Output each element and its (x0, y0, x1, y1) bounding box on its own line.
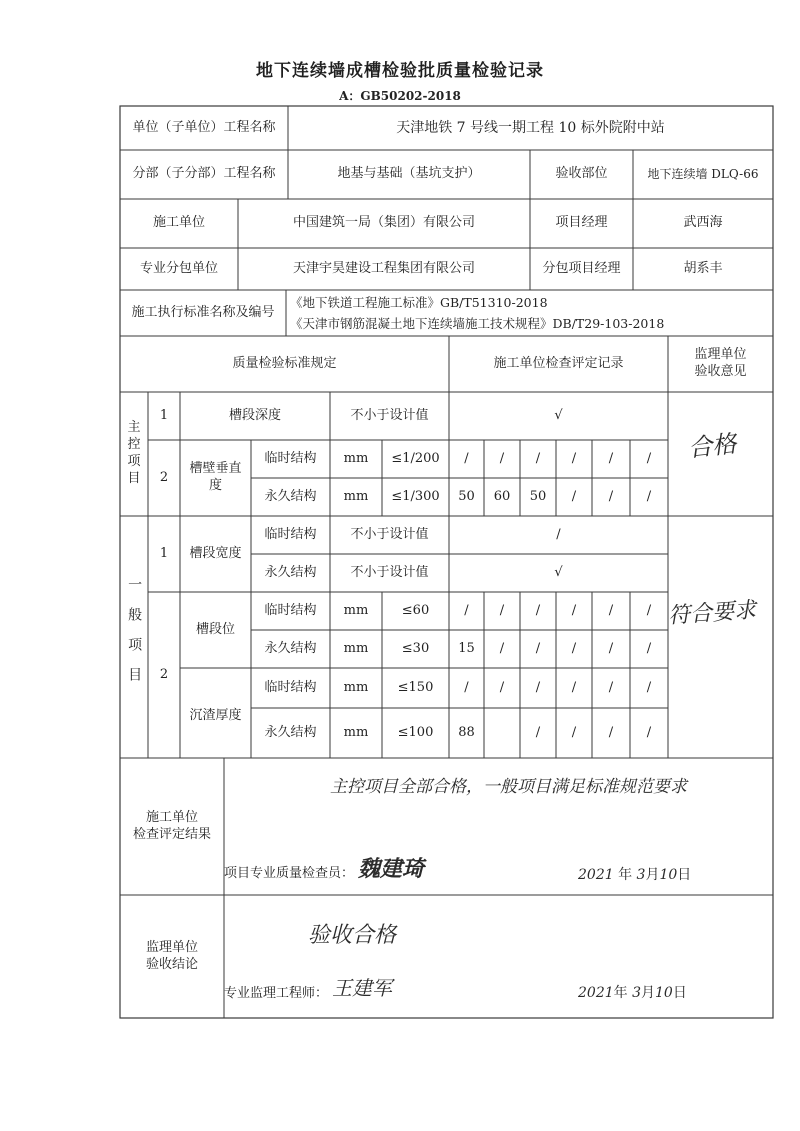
mc-item2-row2-type: 永久结构 (264, 488, 317, 504)
g1-row2-v2: / (499, 640, 505, 656)
supervisor-result-line2: 验收结论 (145, 956, 198, 972)
supervisor-date-year: 2021 (578, 985, 614, 1001)
general-label: 一般项目 (126, 577, 143, 697)
supervisor-date-y: 年 (613, 985, 628, 1001)
main-control-label: 主控项目 (127, 420, 141, 486)
mc-item2-row1-type: 临时结构 (264, 450, 317, 466)
contractor-date-year: 2021 (578, 867, 614, 883)
contractor-record-header: 施工单位检查评定记录 (493, 355, 624, 371)
supervisor-result-label (120, 895, 224, 1018)
g1-row2-v1: 15 (458, 640, 475, 656)
g2-row2-v2 (484, 708, 520, 758)
g1-row1-v6: / (646, 602, 652, 618)
project-manager-value: 武西海 (683, 215, 723, 231)
g2-row2-v3: / (535, 724, 541, 740)
g2-row2-type: 永久结构 (264, 724, 317, 740)
document-title: 地下连续墙成槽检验批质量检验记录 (256, 61, 544, 81)
g1-row2-v3: / (535, 640, 541, 656)
sub-pm-label: 分包项目经理 (542, 260, 621, 276)
g1-row1-v4: / (571, 602, 577, 618)
acceptance-part-label: 验收部位 (555, 166, 608, 182)
g1-row2-v5: / (608, 640, 614, 656)
standard-line-2: 《天津市钢筋混凝土地下连续墙施工技术规程》DB/T29-103-2018 (290, 316, 665, 331)
g2-row1-v4: / (571, 679, 577, 695)
mc-item2-row1-v2: / (499, 450, 505, 466)
g1-row1-v1: / (464, 602, 469, 618)
g2-row2-unit: mm (343, 724, 369, 740)
supervisor-opinion-line2: 验收意见 (694, 364, 747, 379)
contractor-date-month: 3 (636, 867, 646, 883)
g1-row1-v2: / (499, 602, 505, 618)
supervisor-opinion-line1: 监理单位 (694, 347, 747, 363)
g1-row2-v4: / (571, 640, 577, 656)
supervisor-date-m: 月 (641, 985, 656, 1001)
g2-row1-v2: / (499, 679, 505, 695)
g2-row2-v1: 88 (458, 724, 475, 740)
mc-item1-name: 槽段深度 (228, 407, 281, 423)
project-manager-label: 项目经理 (555, 215, 608, 231)
g1-row2-type: 永久结构 (264, 640, 317, 656)
g2-row1-unit: mm (343, 679, 369, 695)
g1-row2-limit: ≤30 (401, 640, 430, 656)
gen-item1-row2-record: √ (554, 564, 563, 580)
general-opinion-handwritten: 符合要求 (667, 597, 757, 630)
g2-row2-limit: ≤100 (397, 724, 434, 740)
contractor-date (578, 864, 691, 884)
g2-row1-v3: / (535, 679, 541, 695)
project-name-label: 单位（子单位）工程名称 (132, 119, 276, 135)
g2-row1-v1: / (464, 679, 469, 695)
mc-item1-record: √ (554, 407, 563, 423)
subproject-label: 分部（子分部）工程名称 (132, 166, 276, 182)
contractor-value: 中国建筑一局（集团）有限公司 (292, 215, 475, 231)
sub-pm-value: 胡系丰 (683, 260, 723, 276)
mc-item2-row1-limit: ≤1/200 (391, 450, 440, 466)
mc-item2-row1-v4: / (571, 450, 577, 466)
mc-item2-row2-limit: ≤1/300 (391, 488, 440, 504)
quality-spec-header: 质量检验标准规定 (232, 355, 337, 371)
engineer-signature: 王建军 (332, 976, 392, 1000)
subcontractor-label: 专业分包单位 (139, 260, 218, 276)
g2-row1-limit: ≤150 (397, 679, 434, 695)
standard-values (290, 292, 770, 336)
acceptance-part-value: 地下连续墙 DLQ-66 (647, 166, 759, 181)
mc-item1-requirement: 不小于设计值 (350, 407, 429, 423)
inspector-label: 项目专业质量检查员： (224, 866, 355, 881)
mc-item2-name: 槽壁垂直度 (189, 461, 242, 493)
g1-row1-unit: mm (343, 602, 369, 618)
g1-row2-unit: mm (343, 640, 369, 656)
mc-item2-row2-v1: 50 (458, 488, 475, 504)
mc-item2-row2-v6: / (646, 488, 652, 504)
supervisor-date-day: 10 (655, 985, 673, 1001)
gen-item2-group1-name: 槽段位 (195, 621, 235, 637)
g1-row2-v6: / (646, 640, 652, 656)
g1-row1-type: 临时结构 (264, 602, 317, 618)
mc-item2-row1-v1: / (464, 450, 469, 466)
mc-item2-row1-unit: mm (343, 450, 369, 466)
mc-item2-row1-v5: / (608, 450, 614, 466)
contractor-date-m: 月 (645, 867, 660, 883)
g1-row1-limit: ≤60 (401, 602, 430, 618)
g1-row1-v5: / (608, 602, 614, 618)
g2-row1-v6: / (646, 679, 652, 695)
contractor-result-line1: 施工单位 (145, 809, 198, 825)
gen-item2-no: 2 (159, 666, 169, 682)
mc-item2-row2-v2: 60 (493, 488, 511, 504)
subproject-value: 地基与基础（基坑支护） (337, 166, 481, 182)
contractor-result-handwritten: 主控项目全部合格，一般项目满足标准规范要求 (330, 777, 687, 797)
gen-item1-row2-type: 永久结构 (264, 564, 317, 580)
gen-item1-no: 1 (159, 545, 169, 561)
inspector-signature: 魏建琦 (358, 856, 425, 882)
mc-item2-row1-v6: / (646, 450, 652, 466)
contractor-label: 施工单位 (152, 215, 205, 231)
contractor-result-label (120, 758, 224, 895)
gen-item2-group2-name: 沉渣厚度 (189, 707, 242, 723)
gen-item1-row2-requirement: 不小于设计值 (350, 564, 429, 580)
supervisor-opinion-header (668, 336, 773, 392)
mc-opinion-handwritten: 合格 (686, 429, 738, 463)
contractor-date-day: 10 (659, 867, 678, 883)
mc-item1-no: 1 (159, 407, 169, 423)
g1-row1-v3: / (535, 602, 541, 618)
standard-label: 施工执行标准名称及编号 (131, 304, 275, 320)
g2-row1-v5: / (608, 679, 614, 695)
mc-item2-row2-v5: / (608, 488, 614, 504)
gen-item1-row1-type: 临时结构 (264, 526, 317, 542)
project-name-value: 天津地铁 7 号线一期工程 10 标外院附中站 (396, 119, 665, 136)
g2-row1-type: 临时结构 (264, 679, 317, 695)
supervisor-result-line1: 监理单位 (145, 939, 198, 955)
mc-item2-row2-v3: 50 (529, 488, 547, 504)
contractor-date-d: 日 (677, 867, 692, 883)
mc-item2-no: 2 (159, 469, 169, 485)
subcontractor-value: 天津宇昊建设工程集团有限公司 (292, 260, 475, 276)
standard-line-1: 《地下铁道工程施工标准》GB/T51310-2018 (290, 295, 548, 310)
mc-item2-row2-unit: mm (343, 488, 369, 504)
mc-item2-row1-v3: / (535, 450, 541, 466)
standard-code: A：GB50202-2018 (339, 89, 461, 103)
contractor-date-y: 年 (618, 867, 633, 883)
g2-row2-v6: / (646, 724, 652, 740)
supervisor-result-handwritten: 验收合格 (308, 923, 397, 948)
gen-item1-row1-requirement: 不小于设计值 (350, 526, 429, 542)
engineer-label: 专业监理工程师： (224, 986, 329, 1001)
g2-row2-v4: / (571, 724, 577, 740)
supervisor-date-d: 日 (672, 985, 687, 1001)
mc-item2-row2-v4: / (571, 488, 577, 504)
contractor-result-line2: 检查评定结果 (132, 826, 211, 842)
g2-row2-v5: / (608, 724, 614, 740)
supervisor-date (578, 982, 687, 1002)
supervisor-date-month: 3 (632, 985, 642, 1001)
gen-item1-row1-record: / (556, 526, 561, 542)
gen-item1-name: 槽段宽度 (189, 545, 242, 561)
